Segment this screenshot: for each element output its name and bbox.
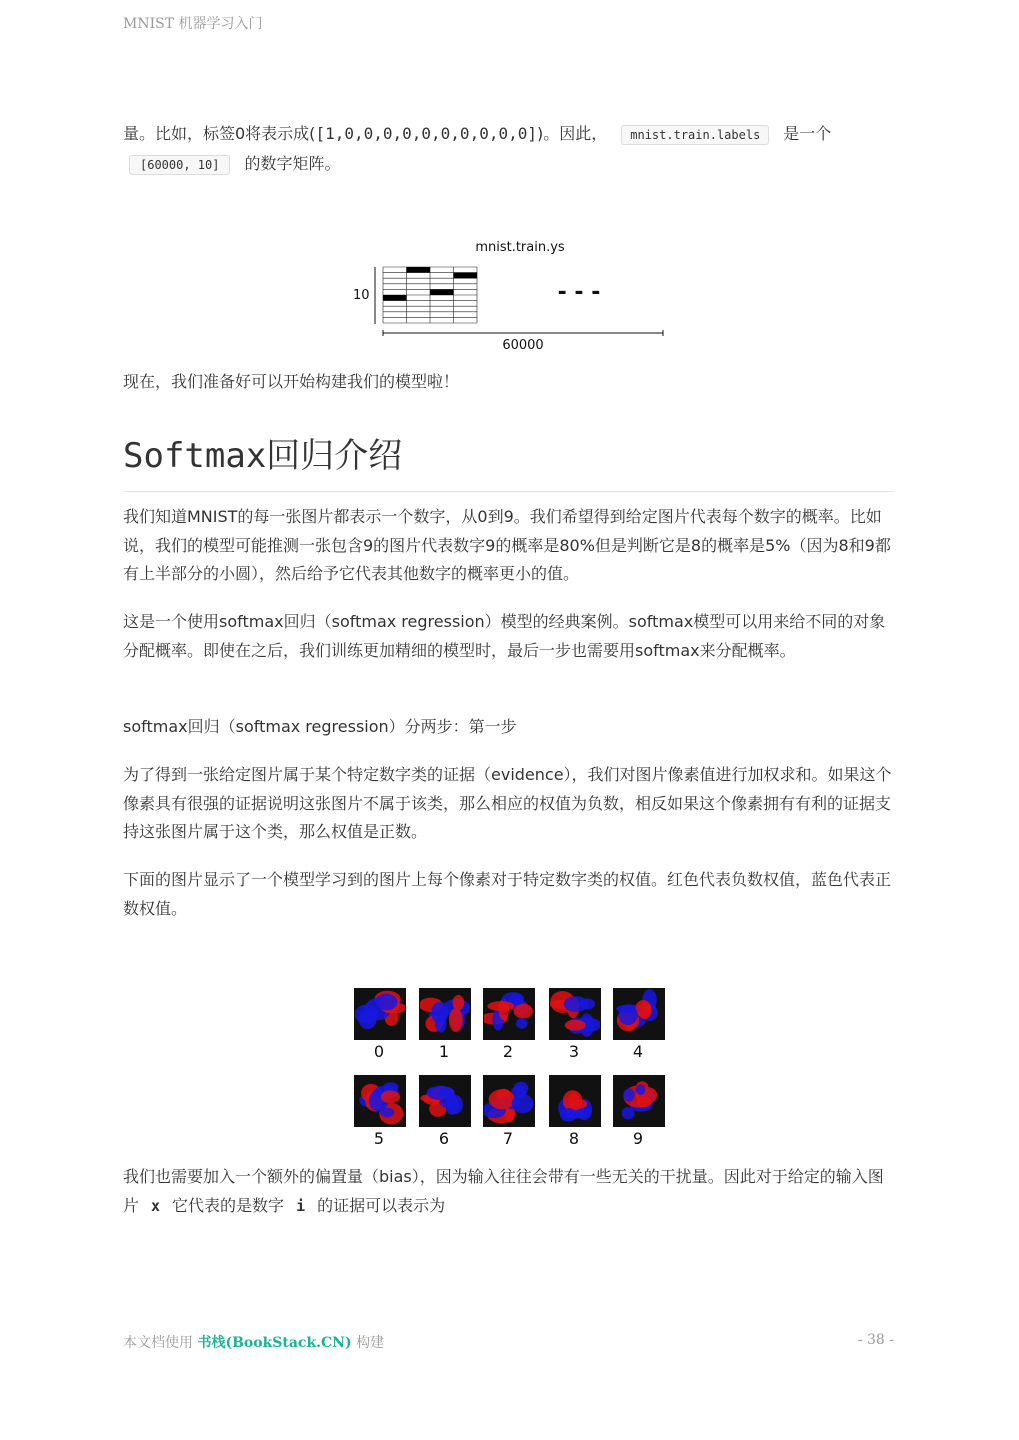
weight-blob	[636, 1084, 646, 1095]
weight-blob	[637, 1096, 652, 1107]
weight-blob	[622, 1107, 635, 1119]
weight-blob	[623, 1088, 635, 1101]
footer-prefix: 本文档使用	[123, 1335, 193, 1351]
weight-tile-4	[613, 988, 665, 1040]
digit-label-3: 3	[568, 1042, 580, 1061]
weight-blob	[514, 1004, 533, 1019]
weight-blob	[487, 1001, 514, 1011]
digit-label-8: 8	[568, 1129, 580, 1148]
weight-blob	[512, 1094, 534, 1113]
rows-label: 10	[353, 288, 370, 303]
weight-blob	[375, 994, 397, 1011]
footer-brand-link[interactable]: 书栈(BookStack.CN)	[197, 1335, 352, 1351]
weight-blob	[489, 1089, 515, 1109]
one-hot-vector: [1,0,0,0,0,0,0,0,0,0,0]	[315, 124, 537, 143]
cols-label: 60000	[502, 338, 544, 353]
inline-code-train-labels: mnist.train.labels	[621, 125, 769, 145]
weight-blob	[380, 1108, 394, 1117]
text: 我们也需要加入一个额外的偏置量（bias），因为输入往往会带有一些无关的干扰量。因此对于给定的输入图片	[123, 1167, 884, 1215]
digit-label-6: 6	[438, 1129, 450, 1148]
digit-label-4: 4	[632, 1042, 644, 1061]
weight-tile-0	[354, 988, 406, 1040]
figure-title: mnist.train.ys	[475, 240, 565, 255]
labels-matrix-figure	[345, 235, 675, 355]
variable-i: i	[296, 1196, 306, 1215]
weights-figure	[352, 985, 672, 1150]
weight-blob	[568, 1093, 580, 1108]
weight-blob	[564, 996, 589, 1012]
heading-latin: Softmax	[123, 436, 267, 476]
text: 量。比如，标签0将表示成(	[123, 124, 316, 143]
paragraph-two-steps: softmax回归（softmax regression）分两步：第一步	[123, 717, 517, 736]
footer-suffix: 构建	[356, 1335, 385, 1351]
page-number: - 38 -	[857, 1332, 894, 1348]
paragraph-weights-figure: 下面的图片显示了一个模型学习到的图片上每个像素对于特定数字类的权值。红色代表负数权值，蓝色代表正数权值。	[123, 870, 892, 918]
weight-blob	[568, 1110, 585, 1118]
weight-blob	[618, 1004, 637, 1025]
digit-label-2: 2	[502, 1042, 514, 1061]
inline-code-shape: [60000, 10]	[129, 155, 230, 175]
digit-label-1: 1	[438, 1042, 450, 1061]
digit-label-0: 0	[373, 1042, 385, 1061]
weight-tile-2	[483, 988, 535, 1040]
weight-tile-9	[613, 1075, 665, 1127]
one-hot-cell	[454, 273, 478, 279]
text: 的证据可以表示为	[317, 1195, 446, 1215]
heading-cjk: 回归介绍	[266, 436, 403, 476]
one-hot-cell	[407, 267, 431, 273]
paragraph-ready: 现在，我们准备好可以开始构建我们的模型啦！	[123, 372, 460, 391]
weight-blob	[427, 1086, 454, 1100]
one-hot-cell	[430, 289, 454, 295]
ellipsis: - - -	[557, 280, 601, 305]
text: 它代表的是数字	[172, 1195, 285, 1215]
text: 是一个	[783, 124, 832, 143]
running-header: MNIST 机器学习入门	[123, 16, 263, 32]
text: 的数字矩阵。	[244, 153, 341, 173]
digit-label-5: 5	[373, 1129, 385, 1148]
weight-tile-7	[483, 1075, 535, 1127]
paragraph-evidence: 为了得到一张给定图片属于某个特定数字类的证据（evidence），我们对图片像素值进行加权求和。如果这个像素具有很强的证据说明这张图片不属于该类，那么相应的权值为负数，相反如果这个像素拥有有利的证据支持这张图片属于这个类，那么权值是正数。	[123, 765, 892, 841]
weight-tile-6	[419, 1075, 471, 1127]
weight-blob	[381, 1091, 400, 1104]
weight-blob	[449, 1008, 463, 1032]
text: )。因此，	[537, 124, 608, 143]
section-heading-softmax	[123, 428, 894, 492]
footer-credit	[123, 1332, 384, 1352]
variable-x: x	[151, 1196, 161, 1215]
digit-label-7: 7	[502, 1129, 514, 1148]
weight-tile-5	[354, 1075, 406, 1127]
paragraph-labels-matrix	[123, 120, 893, 179]
one-hot-cell	[383, 295, 407, 301]
paragraph-softmax-case: 这是一个使用softmax回归（softmax regression）模型的经典案例。softmax模型可以用来给不同的对象分配概率。即使在之后，我们训练更加精细的模型时，最后一步也需要用softmax来分配概率。	[123, 612, 886, 660]
weight-tile-1	[419, 988, 471, 1040]
weight-blob	[565, 1020, 586, 1031]
paragraph-intro: 我们知道MNIST的每一张图片都表示一个数字，从0到9。我们希望得到给定图片代表每个数字的概率。比如说，我们的模型可能推测一张包含9的图片代表数字9的概率是80%但是判断它是8的概率是5%（因为8和9都有上半部分的小圆），然后给予它代表其他数字的概率更小的值。	[123, 507, 891, 583]
weight-blob	[358, 1010, 376, 1029]
weight-blob	[516, 1018, 528, 1029]
matrix-grid	[383, 267, 477, 323]
weight-tile-3	[549, 988, 601, 1040]
paragraph-bias	[123, 1163, 893, 1220]
weight-blob	[452, 995, 464, 1010]
digit-label-9: 9	[632, 1129, 644, 1148]
weight-tile-8	[549, 1075, 601, 1127]
weight-blob	[431, 1002, 448, 1024]
